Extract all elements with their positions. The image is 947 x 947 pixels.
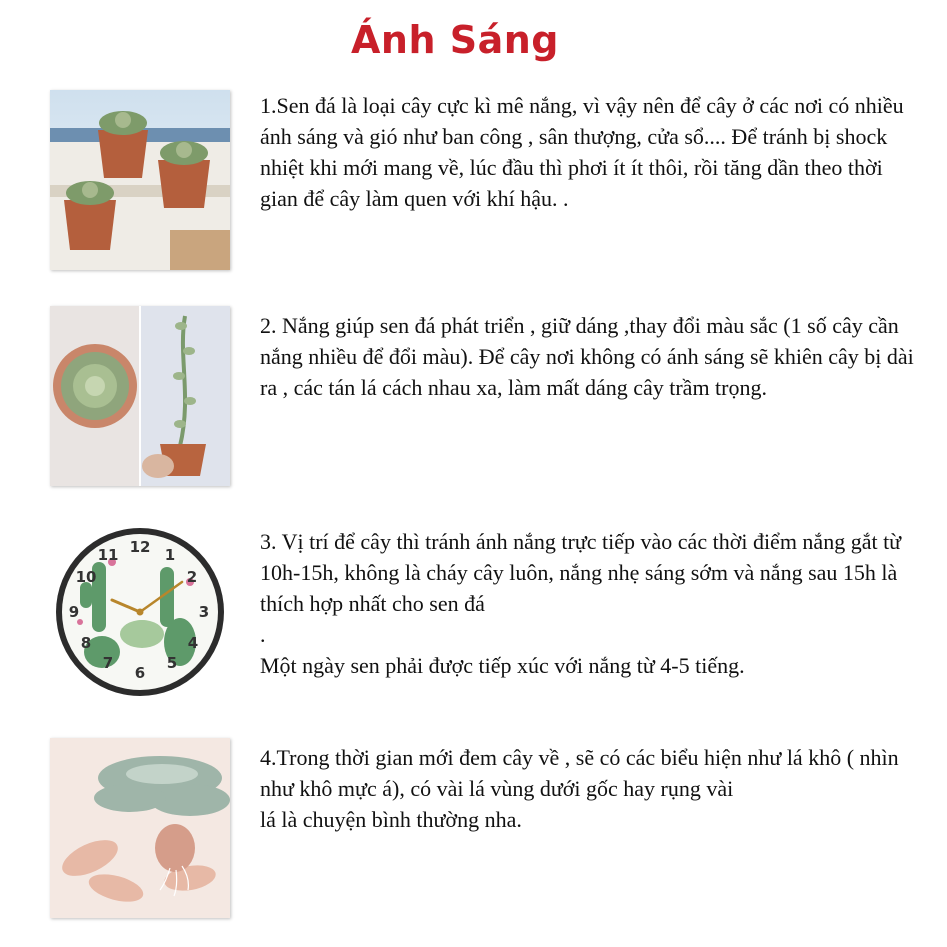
section-4-text: 4.Trong thời gian mới đem cây về , sẽ có các biểu hiện như lá khô ( nhìn như khô mực á), có vài lá vùng dưới gốc hay rụng vài lá là chuyện bình thường nha. xyxy=(260,745,899,832)
clock-number: 5 xyxy=(166,654,178,672)
clock-number: 1 xyxy=(164,546,176,564)
clock-number: 7 xyxy=(102,654,114,672)
page-title: Ánh Sáng xyxy=(350,18,559,62)
clock-number: 2 xyxy=(186,568,198,586)
section-1-text: 1.Sen đá là loại cây cực kì mê nắng, vì vậy nên để cây ở các nơi có nhiều ánh sáng và gió như ban công , sân thượng, cửa sổ.... Để tránh bị shock nhiệt khi mới mang về, lúc đầu thì phơi ít ít thôi, rồi tăng dần theo thời gian để cây làm quen với khí hậu. . xyxy=(260,93,904,211)
clock-number: 11 xyxy=(97,546,119,564)
clock-number: 9 xyxy=(68,603,80,621)
clock-number: 6 xyxy=(134,664,146,682)
succulent-pots-image xyxy=(50,90,230,270)
clock-number: 8 xyxy=(80,634,92,652)
clock-number: 4 xyxy=(187,634,199,652)
cactus-clock-image xyxy=(50,522,230,702)
succulent-comparison-image xyxy=(50,306,230,486)
clock-number: 12 xyxy=(129,538,151,556)
clock-number: 10 xyxy=(75,568,97,586)
dry-leaves-succulent-image xyxy=(50,738,230,918)
section-3-text: 3. Vị trí để cây thì tránh ánh nắng trực tiếp vào các thời điểm nắng gắt từ 10h-15h, không là cháy cây luôn, nắng nhẹ sáng sớm và nắng sau 15h là thích hợp nhất cho sen đá . Một ngày sen phải được tiếp xúc với nắng từ 4-5 tiếng. xyxy=(260,529,902,678)
section-2-text: 2. Nắng giúp sen đá phát triển , giữ dáng ,thay đổi màu sắc (1 số cây cần nắng nhiều để đổi màu). Để cây nơi không có ánh sáng sẽ khiên cây bị dài ra , các tán lá cách nhau xa, làm mất dáng cây trầm trọng. xyxy=(260,313,914,400)
clock-number: 3 xyxy=(198,603,210,621)
